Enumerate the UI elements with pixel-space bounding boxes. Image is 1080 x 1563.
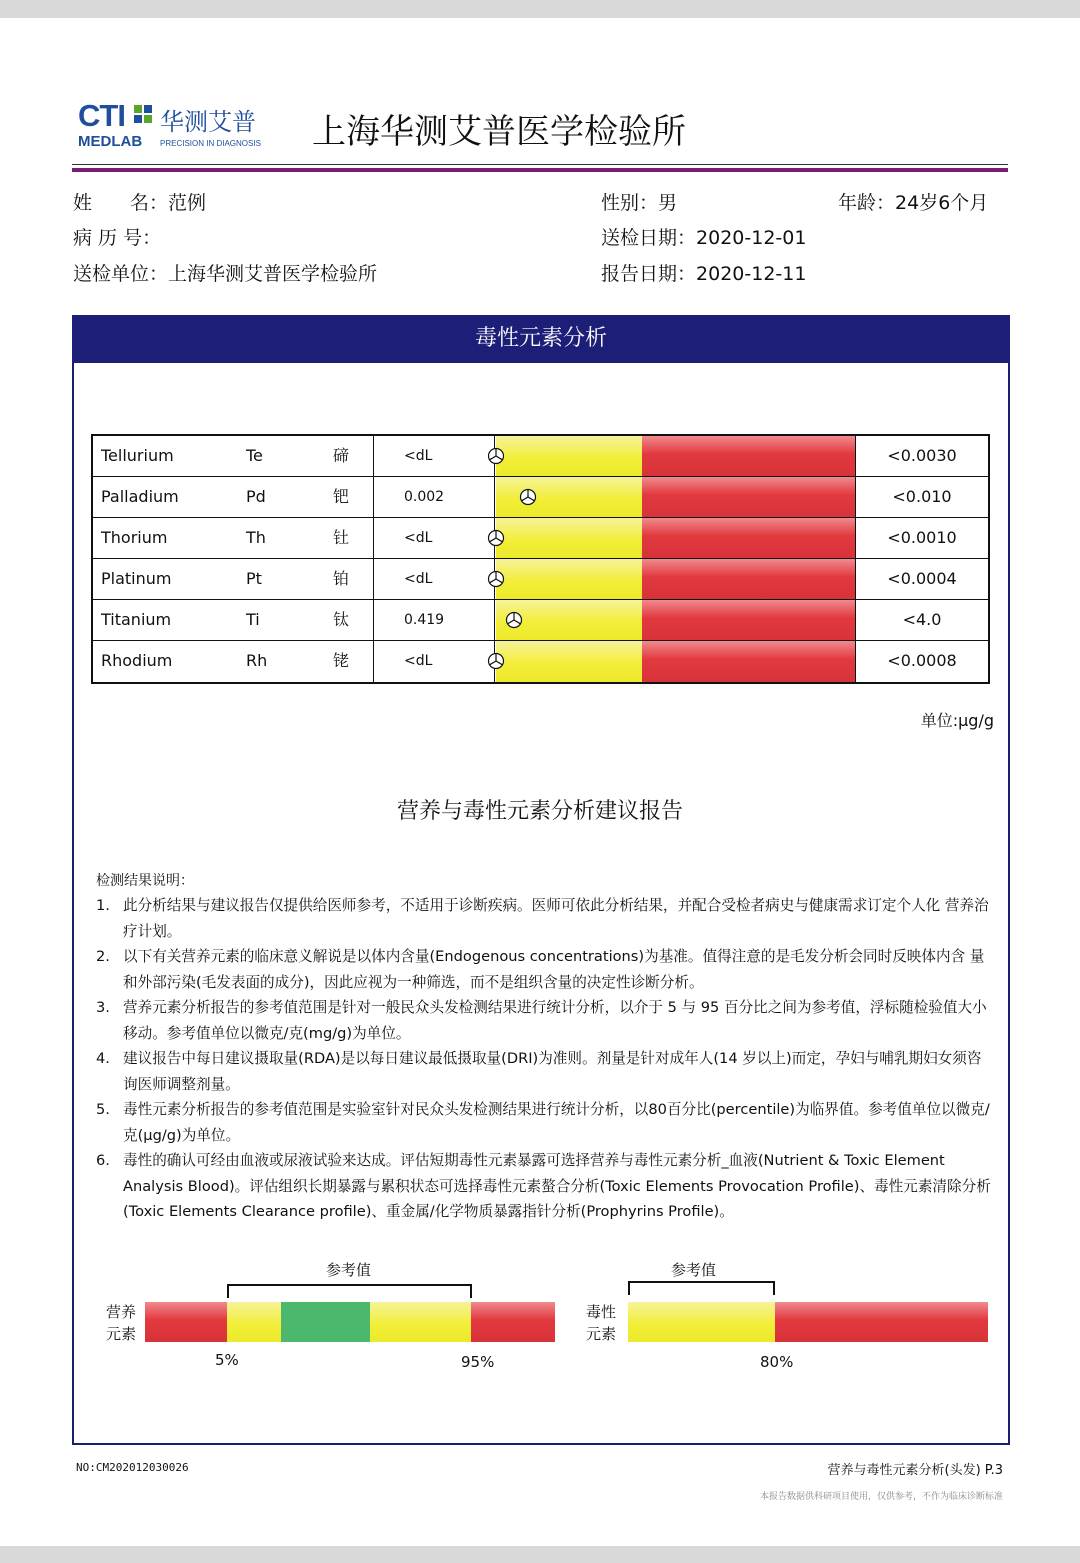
element-value: 0.419 <box>373 600 495 640</box>
header-rule <box>72 164 1008 165</box>
element-symbol: Te <box>246 446 263 465</box>
name-value: 范例 <box>168 192 207 214</box>
element-name: Thorium <box>101 528 168 547</box>
nutrient-low-yellow-segment <box>227 1302 281 1342</box>
logo-brand-latin: CTI <box>78 98 125 133</box>
toxic-yellow-segment <box>628 1302 775 1342</box>
element-symbol: Pt <box>246 569 262 588</box>
note-item <box>96 893 991 944</box>
nutrient-label-line1: 营养 <box>106 1303 137 1321</box>
note-number: 2. <box>96 948 110 965</box>
element-range-bar <box>496 477 855 517</box>
element-cn-name: 钯 <box>333 487 350 506</box>
element-value: 0.002 <box>373 477 495 517</box>
toxic-pct: 80% <box>760 1353 794 1371</box>
nutrient-low-red-segment <box>145 1302 227 1342</box>
toxic-ref-bracket <box>628 1281 775 1295</box>
element-ref-value: <0.0010 <box>855 518 988 558</box>
toxic-label-line1: 毒性 <box>586 1303 617 1321</box>
element-ref-value: <0.0030 <box>855 436 988 476</box>
name-label: 姓 名： <box>73 192 169 214</box>
patient-age <box>838 188 988 215</box>
element-value: <dL <box>373 518 495 558</box>
bar-normal-zone <box>496 559 642 599</box>
element-name: Platinum <box>101 569 172 588</box>
note-text: 营养元素分析报告的参考值范围是针对一般民众头发检测结果进行统计分析，以介于 5 与 95 百分比之间为参考值，浮标随检验值大小移动。参考值单位以微克/克(mg/g)为单位。 <box>123 999 987 1042</box>
element-symbol: Th <box>246 528 266 547</box>
note-text: 毒性元素分析报告的参考值范围是实验室针对民众头发检测结果进行统计分析，以80百分比(percentile)为临界值。参考值单位以微克/克(μg/g)为单位。 <box>123 1101 990 1144</box>
toxic-legend-label <box>586 1301 616 1345</box>
element-range-bar <box>496 518 855 558</box>
bar-normal-zone <box>496 518 642 558</box>
value-marker-icon <box>487 447 505 465</box>
bar-normal-zone <box>496 436 642 476</box>
element-row <box>93 518 988 559</box>
cti-logo <box>78 100 284 152</box>
note-number: 1. <box>96 897 110 914</box>
logo-grid-icon <box>134 105 154 125</box>
report-title: 营养与毒性元素分析建议报告 <box>396 799 683 824</box>
element-range-bar <box>496 641 855 682</box>
send-date-value: 2020-12-01 <box>696 227 807 249</box>
note-item <box>96 1148 991 1225</box>
bar-normal-zone <box>496 477 642 517</box>
toxic-ref-label: 参考值 <box>671 1261 717 1279</box>
element-cn-name: 钛 <box>333 610 350 629</box>
note-number: 5. <box>96 1101 110 1118</box>
nutrient-ref-label: 参考值 <box>326 1261 372 1279</box>
element-name: Rhodium <box>101 651 173 670</box>
note-text: 此分析结果与建议报告仅提供给医师参考，不适用于诊断疾病。医师可依此分析结果，并配合受检者病史与健康需求订定个人化 营养治疗计划。 <box>123 897 989 940</box>
element-ref-value: <0.0008 <box>855 641 988 682</box>
value-marker-icon <box>487 570 505 588</box>
logo-medlab: MEDLAB <box>78 133 143 150</box>
nutrient-legend-label <box>106 1301 136 1345</box>
lab-title: 上海华测艾普医学检验所 <box>312 112 686 152</box>
element-value: <dL <box>373 559 495 599</box>
header-accent-rule <box>72 168 1008 172</box>
note-item <box>96 1046 991 1097</box>
element-ref-value: <0.010 <box>855 477 988 517</box>
age-value: 24岁6个月 <box>895 192 989 214</box>
toxic-red-segment <box>775 1302 988 1342</box>
element-cn-name: 铂 <box>333 569 350 588</box>
element-symbol: Pd <box>246 487 266 506</box>
element-cn-name: 碲 <box>333 446 350 465</box>
notes-heading: 检测结果说明： <box>96 873 194 889</box>
unit-value: 上海华测艾普医学检验所 <box>168 263 378 285</box>
nutrient-low-pct: 5% <box>215 1351 239 1369</box>
element-symbol: Ti <box>246 610 260 629</box>
nutrient-high-pct: 95% <box>461 1353 495 1371</box>
element-range-bar <box>496 559 855 599</box>
age-label: 年龄： <box>838 192 896 214</box>
unit-label-ugg: 单位:μg/g <box>920 711 994 730</box>
gender-value: 男 <box>658 192 678 214</box>
patient-unit <box>73 259 377 286</box>
unit-label: 送检单位： <box>73 263 169 285</box>
bar-high-zone <box>642 477 855 517</box>
note-item <box>96 995 991 1046</box>
element-name: Tellurium <box>101 446 174 465</box>
element-row <box>93 559 988 600</box>
element-row <box>93 641 988 682</box>
page-footer-label: 营养与毒性元素分析(头发) P.3 <box>827 1463 1003 1478</box>
gender-label: 性别： <box>601 192 659 214</box>
note-number: 6. <box>96 1152 110 1169</box>
element-row <box>93 436 988 477</box>
nutrient-high-red-segment <box>471 1302 555 1342</box>
toxic-elements-table <box>91 434 990 684</box>
bar-high-zone <box>642 641 855 682</box>
nutrient-green-segment <box>281 1302 370 1342</box>
note-item <box>96 944 991 995</box>
element-range-bar <box>496 600 855 640</box>
nutrient-label-line2: 元素 <box>106 1325 137 1343</box>
note-text: 以下有关营养元素的临床意义解说是以体内含量(Endogenous concentrations)为基准。值得注意的是毛发分析会同时反映体内含 量和外部污染(毛发表面的成分)，因此应视为一种筛选，而不是组织含量的决定性诊断分析。 <box>123 948 985 991</box>
element-cn-name: 铑 <box>333 651 350 670</box>
note-number: 3. <box>96 999 110 1016</box>
value-marker-icon <box>487 529 505 547</box>
logo-brand-cn: 华测艾普 <box>160 108 256 136</box>
element-value: <dL <box>373 436 495 476</box>
note-number: 4. <box>96 1050 110 1067</box>
note-text: 毒性的确认可经由血液或尿液试验来达成。评估短期毒性元素暴露可选择营养与毒性元素分析_血液(Nutrient & Toxic Element Analysis Blood)。评估组织长期暴露与累积状态可选择毒性元素螯合分析(Toxic Elements Provocation Profile)、毒性元素清除分析(Toxic Elements Clearance profile)、重金属/化学物质暴露指针分析(Prophyrins Profile)。 <box>123 1152 991 1220</box>
patient-name <box>73 188 206 215</box>
element-range-bar <box>496 436 855 476</box>
bar-high-zone <box>642 436 855 476</box>
logo-tagline: PRECISION IN DIAGNOSIS <box>160 139 261 148</box>
note-item <box>96 1097 991 1148</box>
nutrient-high-yellow-segment <box>370 1302 471 1342</box>
element-ref-value: <4.0 <box>855 600 988 640</box>
patient-gender <box>601 188 677 215</box>
bar-high-zone <box>642 518 855 558</box>
send-date-label: 送检日期： <box>601 227 697 249</box>
bar-normal-zone <box>496 641 642 682</box>
disclaimer: 本报告数据供科研项目使用，仅供参考，不作为临床诊断标准 <box>759 1492 1003 1502</box>
note-text: 建议报告中每日建议摄取量(RDA)是以每日建议最低摄取量(DRI)为准则。剂量是针对成年人(14 岁以上)而定，孕妇与哺乳期妇女须咨询医师调整剂量。 <box>123 1050 982 1093</box>
element-value: <dL <box>373 641 495 682</box>
element-row <box>93 477 988 518</box>
bar-high-zone <box>642 600 855 640</box>
element-name: Titanium <box>101 610 172 629</box>
patient-record <box>73 223 161 250</box>
element-name: Palladium <box>101 487 179 506</box>
element-ref-value: <0.0004 <box>855 559 988 599</box>
element-symbol: Rh <box>246 651 268 670</box>
element-cn-name: 钍 <box>333 528 350 547</box>
bar-high-zone <box>642 559 855 599</box>
element-row <box>93 600 988 641</box>
report-page <box>0 18 1080 1546</box>
value-marker-icon <box>487 652 505 670</box>
send-date <box>601 223 806 250</box>
report-date <box>601 259 806 286</box>
nutrient-ref-bracket <box>227 1284 472 1298</box>
toxic-label-line2: 元素 <box>586 1325 617 1343</box>
report-date-value: 2020-12-11 <box>696 263 807 285</box>
value-marker-icon <box>505 611 523 629</box>
value-marker-icon <box>519 488 537 506</box>
record-label: 病 历 号： <box>73 227 162 249</box>
report-number: NO:CM202012030026 <box>76 1461 189 1474</box>
section-title: 毒性元素分析 <box>72 315 1010 363</box>
report-date-label: 报告日期： <box>601 263 697 285</box>
